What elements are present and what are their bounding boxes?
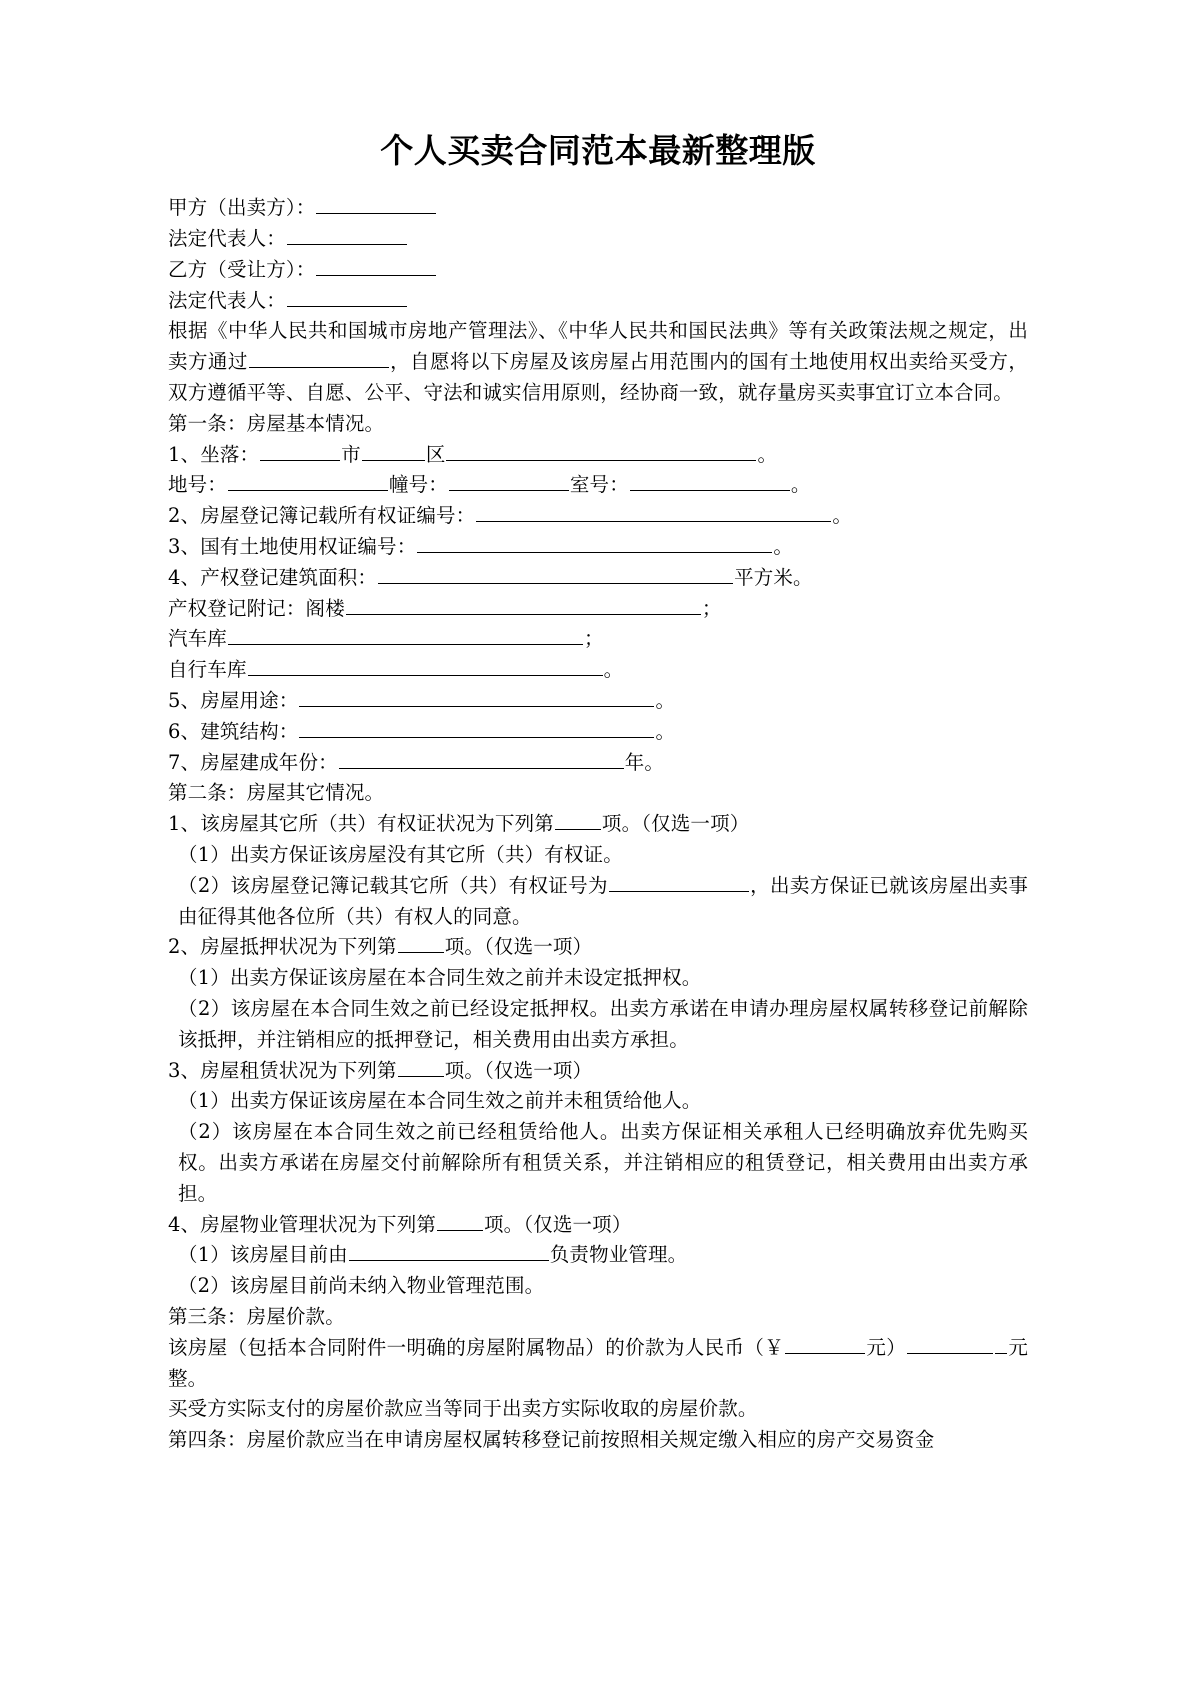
text-segment: 项。（仅选一项） (601, 812, 750, 836)
fill-in-blank-option[interactable] (555, 811, 601, 831)
text-segment: 甲方（出卖方）： (168, 196, 316, 220)
contract-line-attic (168, 594, 1028, 625)
heading-article-3 (168, 1302, 1028, 1333)
text-segment: 元） (866, 1335, 907, 1359)
fill-in-blank-option[interactable] (398, 1057, 444, 1077)
text-segment: 项。（仅选一项） (444, 935, 593, 959)
contract-line-garage (168, 624, 1028, 655)
contract-line-location (168, 440, 1028, 471)
heading-article-2 (168, 778, 1028, 809)
contract-line-plot-number (168, 470, 1028, 501)
contract-option-2-4-a (168, 1240, 1028, 1271)
fill-in-blank-plot[interactable] (228, 472, 388, 492)
fill-in-blank[interactable] (299, 718, 654, 738)
contract-line-year-built (168, 748, 1028, 779)
text-segment: 。 (603, 658, 624, 682)
fill-in-blank[interactable] (378, 564, 733, 584)
text-segment: 法定代表人： (168, 227, 286, 251)
contract-option-2-2-b (168, 994, 1028, 1056)
fill-in-blank[interactable] (249, 349, 389, 369)
text-segment: 该房屋（包括本合同附件一明确的房屋附属物品）的价款为人民币（￥ (168, 1335, 785, 1359)
fill-in-blank[interactable] (316, 195, 436, 215)
fill-in-blank[interactable] (417, 534, 772, 554)
text-segment: 6、建筑结构： (168, 719, 299, 743)
fill-in-blank[interactable] (339, 749, 624, 769)
contract-line-other-cert-status (168, 809, 1028, 840)
text-segment: 市 (341, 442, 361, 466)
text-segment: 2、房屋登记簿记载所有权证编号： (168, 504, 476, 528)
fill-in-blank[interactable] (609, 872, 749, 892)
text-segment: 自行车库 (168, 658, 247, 682)
text-segment: ，自愿将以下房屋及该房屋占用范围内的国有土地使用权出卖给买受方，双方遵循平等、自愿、公平、守法和诚实信用原则，经协商一致，就存量房买卖事宜订立本合同。 (168, 350, 1028, 405)
text-segment: 。 (757, 442, 778, 466)
contract-option-2-3-a (168, 1086, 1028, 1117)
text-segment: 第一条：房屋基本情况。 (168, 411, 385, 435)
text-segment: （2）该房屋在本合同生效之前已经设定抵押权。出卖方承诺在申请办理房屋权属转移登记前解除该抵押，并注销相应的抵押登记，相关费用由出卖方承担。 (178, 996, 1028, 1051)
contract-line-party-a-rep (168, 224, 1028, 255)
text-segment: 3、房屋租赁状况为下列第 (168, 1058, 397, 1082)
fill-in-blank[interactable] (228, 626, 583, 646)
heading-article-1 (168, 409, 1028, 440)
text-segment: 项。（仅选一项） (444, 1058, 593, 1082)
fill-in-blank[interactable] (299, 687, 654, 707)
fill-in-blank-building[interactable] (449, 472, 569, 492)
contract-option-2-1-a (168, 840, 1028, 871)
text-segment: 。 (790, 473, 811, 497)
contract-line-land-cert (168, 532, 1028, 563)
text-segment: 年。 (624, 750, 665, 774)
text-segment: 根据《中华人民共和国城市房地产管理法》、《中华人民共和国民法典》等有关政策法规之规定，出卖方通过 (168, 319, 1028, 374)
text-segment: 第二条：房屋其它情况。 (168, 781, 385, 805)
text-segment: 平方米。 (734, 565, 813, 589)
text-segment: 室号： (569, 473, 629, 497)
text-segment: 1、该房屋其它所（共）有权证状况为下列第 (168, 812, 554, 836)
fill-in-blank-district[interactable] (362, 441, 425, 461)
fill-in-blank-amount-numeric[interactable] (785, 1334, 865, 1354)
text-segment: 。 (655, 719, 676, 743)
contract-line-property-mgmt-status (168, 1210, 1028, 1241)
contract-line-party-b-rep (168, 286, 1028, 317)
document-body (168, 130, 1028, 1456)
text-segment: 1、坐落： (168, 442, 260, 466)
text-segment: （1）出卖方保证该房屋在本合同生效之前并未设定抵押权。 (178, 966, 702, 990)
text-segment: 。 (773, 535, 794, 559)
contract-option-2-3-b (168, 1117, 1028, 1209)
text-segment: 第三条：房屋价款。 (168, 1304, 345, 1328)
text-segment: （2）该房屋在本合同生效之前已经租赁给他人。出卖方保证相关承租人已经明确放弃优先购买权。出卖方承诺在房屋交付前解除所有租赁关系，并注销相应的租赁登记，相关费用由出卖方承担。 (178, 1120, 1028, 1205)
text-segment: 。 (832, 504, 852, 528)
text-segment: 4、房屋物业管理状况为下列第 (168, 1212, 437, 1236)
fill-in-blank-amount-words-cont[interactable] (995, 1334, 1007, 1354)
text-segment: （2）该房屋登记簿记载其它所（共）有权证号为 (178, 873, 608, 897)
contract-line-mortgage-status (168, 932, 1028, 963)
fill-in-blank[interactable] (349, 1242, 549, 1262)
text-segment: ； (701, 596, 722, 620)
text-segment: 乙方（受让方）： (168, 257, 316, 281)
text-segment: 产权登记附记：阁楼 (168, 596, 345, 620)
contract-option-2-4-b (168, 1271, 1028, 1302)
text-segment: （1）出卖方保证该房屋没有其它所（共）有权证。 (178, 842, 623, 866)
text-segment: 第四条：房屋价款应当在申请房屋权属转移登记前按照相关规定缴入相应的房产交易资金 (168, 1428, 935, 1452)
contract-line-ownership-cert (168, 501, 1028, 532)
contract-line-party-b (168, 255, 1028, 286)
fill-in-blank[interactable] (287, 287, 407, 307)
fill-in-blank-option[interactable] (398, 934, 444, 954)
text-segment: （2）该房屋目前尚未纳入物业管理范围。 (178, 1274, 545, 1298)
fill-in-blank-amount-words[interactable] (907, 1334, 993, 1354)
fill-in-blank[interactable] (476, 503, 831, 523)
fill-in-blank-address[interactable] (446, 441, 756, 461)
fill-in-blank[interactable] (248, 657, 603, 677)
text-segment: 4、产权登记建筑面积： (168, 565, 378, 589)
text-segment: 元整。 (168, 1335, 1028, 1390)
contract-line-bicycle-garage (168, 655, 1028, 686)
text-segment: 买受方实际支付的房屋价款应当等同于出卖方实际收取的房屋价款。 (168, 1397, 758, 1421)
text-segment: 7、房屋建成年份： (168, 750, 338, 774)
contract-option-2-2-a (168, 963, 1028, 994)
fill-in-blank-city[interactable] (260, 441, 340, 461)
text-segment: 5、房屋用途： (168, 689, 299, 712)
contract-line-payment-equivalence (168, 1394, 1028, 1425)
fill-in-blank[interactable] (287, 226, 407, 246)
text-segment: 幢号： (388, 473, 448, 497)
contract-line-price (168, 1333, 1028, 1395)
text-segment: 地号： (168, 473, 227, 497)
contract-line-house-usage (168, 686, 1028, 717)
text-segment: ，出卖方保证已就该房屋出卖事由征得其他各位所（共）有权人的同意。 (178, 873, 1028, 928)
text-segment: 3、国有土地使用权证编号： (168, 535, 417, 559)
text-segment: （1）出卖方保证该房屋在本合同生效之前并未租赁给他人。 (178, 1089, 702, 1113)
fill-in-blank[interactable] (346, 595, 701, 615)
text-segment: 2、房屋抵押状况为下列第 (168, 935, 397, 959)
contract-option-2-1-b (168, 871, 1028, 933)
contract-line-preamble (168, 316, 1028, 408)
heading-article-4 (168, 1425, 1028, 1456)
text-segment: 区 (425, 442, 446, 466)
contract-line-registered-area (168, 563, 1028, 594)
page-title: 个人买卖合同范本最新整理版 (380, 131, 816, 170)
text-segment: （1）该房屋目前由 (178, 1243, 348, 1267)
contract-line-structure (168, 717, 1028, 748)
text-segment: ； (583, 627, 604, 651)
text-segment: 。 (655, 689, 676, 712)
fill-in-blank[interactable] (316, 256, 436, 276)
fill-in-blank-room[interactable] (630, 472, 790, 492)
text-segment: 汽车库 (168, 627, 227, 651)
contract-line-party-a (168, 193, 1028, 224)
fill-in-blank-option[interactable] (437, 1211, 483, 1231)
text-segment: 项。（仅选一项） (484, 1212, 632, 1236)
text-segment: 负责物业管理。 (549, 1243, 688, 1267)
contract-line-lease-status (168, 1056, 1028, 1087)
text-segment: 法定代表人： (168, 288, 286, 312)
